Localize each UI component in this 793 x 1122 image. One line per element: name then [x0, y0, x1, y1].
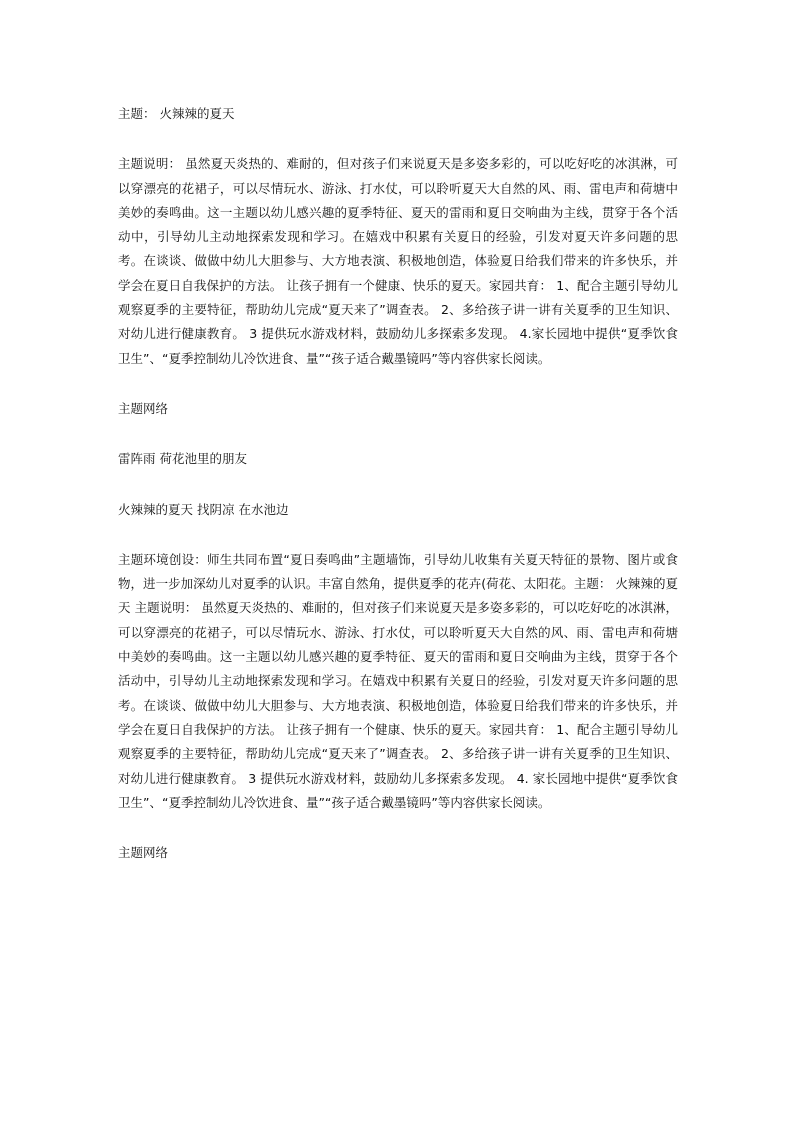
paragraph-gap — [118, 371, 678, 397]
environment-paragraph: 主题环境创设：师生共同布置“夏日奏鸣曲”主题墙饰，引导幼儿收集有关夏天特征的景物、图片或食物，进一步加深幼儿对夏季的认识。丰富自然角，提供夏季的花卉(荷花、太阳花。主题： 火辣辣的夏天 主题说明： 虽然夏天炎热的、难耐的，但对孩子们来说夏天是多姿多彩的，可以吃好吃的冰淇淋，可以穿漂亮的花裙子，可以尽情玩水、游泳、打水仗，可以聆听夏天大自然的风、雨、雷电声和荷塘中美妙的奏鸣曲。这一主题以幼儿感兴趣的夏季特征、夏天的雷雨和夏日交响曲为主线，贯穿于各个活动中，引导幼儿主动地探索发现和学习。在嬉戏中积累有关夏日的经验，引发对夏天许多问题的思考。在谈谈、做做中幼儿大胆参与、大方地表演、积极地创造，体验夏日给我们带来的许多快乐，并学会在夏日自我保护的方法。 让孩子拥有一个健康、快乐的夏天。家园共育： 1、配合主题引导幼儿观察夏季的主要特征，帮助幼儿完成“夏天来了”调查表。 2、多给孩子讲一讲有关夏季的卫生知识、对幼儿进行健康教育。 3 提供玩水游戏材料，鼓励幼儿多探索多发现。 4. 家长园地中提供“夏季饮食卫生”、“夏季控制幼儿冷饮进食、量”“孩子适合戴墨镜吗”等内容供家长阅读。 — [118, 551, 678, 810]
theme-description: 主题说明： 虽然夏天炎热的、难耐的，但对孩子们来说夏天是多姿多彩的，可以吃好吃的冰淇淋，可以穿漂亮的花裙子，可以尽情玩水、游泳、打水仗，可以聆听夏天大自然的风、雨、雷电声和荷塘中美妙的奏鸣曲。这一主题以幼儿感兴趣的夏季特征、夏天的雷雨和夏日交响曲为主线，贯穿于各个活动中，引导幼儿主动地探索发现和学习。在嬉戏中积累有关夏日的经验，引发对夏天许多问题的思考。在谈谈、做做中幼儿大胆参与、大方地表演、积极地创造，体验夏日给我们带来的许多快乐，并学会在夏日自我保护的方法。 让孩子拥有一个健康、快乐的夏天。家园共育： 1、配合主题引导幼儿观察夏季的主要特征，帮助幼儿完成“夏天来了”调查表。 2、多给孩子讲一讲有关夏季的卫生知识、对幼儿进行健康教育。 3 提供玩水游戏材料，鼓励幼儿多探索多发现。 4.家长园地中提供“夏季饮食卫生”、“夏季控制幼儿冷饮进食、量”“孩子适合戴墨镜吗”等内容供家长阅读。 — [118, 156, 678, 366]
network-heading: 主题网络 — [118, 400, 169, 416]
paragraph-gap — [118, 472, 678, 498]
network-line: 火辣辣的夏天 找阴凉 在水池边 — [118, 501, 289, 517]
paragraph-gap — [118, 126, 678, 152]
paragraph-gap — [118, 421, 678, 447]
document-body — [118, 102, 678, 865]
paragraph-gap — [118, 522, 678, 548]
theme-title: 主题： 火辣辣的夏天 — [118, 106, 235, 121]
network-line: 雷阵雨 荷花池里的朋友 — [118, 451, 247, 467]
paragraph-gap — [118, 815, 678, 841]
network-heading: 主题网络 — [118, 845, 169, 861]
